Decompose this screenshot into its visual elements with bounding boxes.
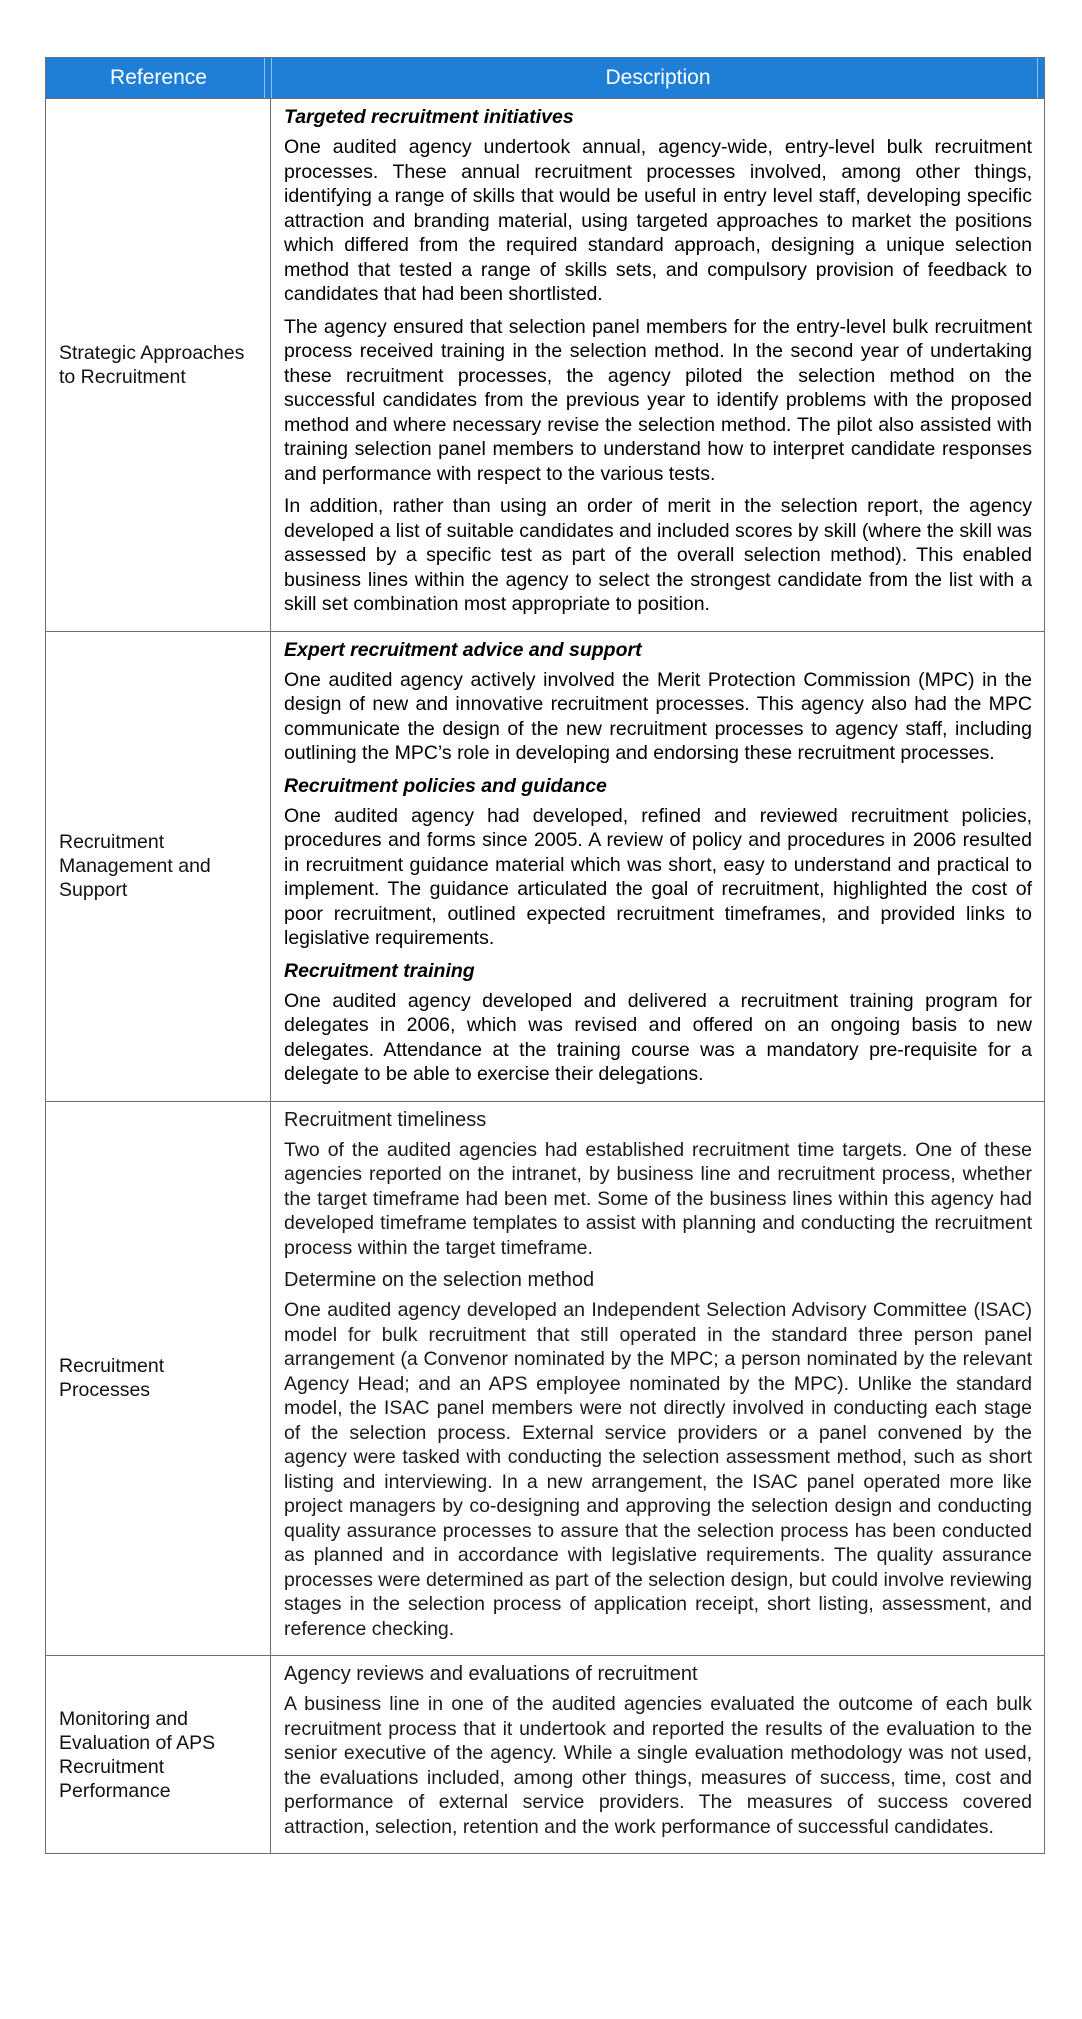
description-cell (271, 1102, 1044, 1656)
section-paragraph: One audited agency actively involved the Merit Protection Commission (MPC) in the design of new and innovative recruitment processes. This agency also had the MPC communicate the design of the new recruitment processes to agency staff, including outlining the MPC’s role in developing and endorsing these recruitment processes. (284, 668, 1032, 764)
reference-label: Strategic Approaches to Recruitment (59, 341, 245, 388)
section-heading: Recruitment training (284, 959, 475, 982)
section-paragraph: One audited agency developed an Independent Selection Advisory Committee (ISAC) model for bulk recruitment that still operated in the standard three person panel arrangement (a Convenor nominated by the MPC; a person nominated by the relevant Agency Head; and an APS employee nominated by the MPC). Unlike the standard model, the ISAC panel members were not directly involved in conducting each stage of the selection process. External service providers or a panel convened by the agency were tasked with conducting the selection assessment method, such as short listing and interviewing. In a new arrangement, the ISAC panel operated more like project managers by co-designing and approving the selection design and conducting quality assurance processes to assure that the selection process has been conducted as planned and in accordance with legislative requirements. The quality assurance processes were determined as part of the selection design, but could involve reviewing stages in the selection process of application receipt, short listing, assessment, and reference checking. (284, 1299, 1032, 1640)
section-heading: Expert recruitment advice and support (284, 638, 642, 661)
reference-cell (46, 632, 271, 1101)
reference-cell (46, 1656, 271, 1853)
section-heading: Recruitment timeliness (284, 1108, 487, 1131)
section-heading: Agency reviews and evaluations of recruitment (284, 1663, 698, 1685)
section-paragraph: Two of the audited agencies had established recruitment time targets. One of these agencies reported on the intranet, by business line and recruitment process, whether the target timeframe had been met. Some of the business lines within this agency had developed timeframe templates to assist with planning and conducting the recruitment process within the target timeframe. (284, 1138, 1032, 1259)
section-heading: Recruitment policies and guidance (284, 774, 607, 797)
section-paragraph: One audited agency had developed, refined and reviewed recruitment policies, procedures and forms since 2005. A review of policy and procedures in 2006 resulted in recruitment guidance material which was short, easy to understand and practical to implement. The guidance articulated the goal of recruitment, highlighted the cost of poor recruitment, outlined expected recruitment timeframes, and provided links to legislative requirements. (284, 804, 1032, 949)
section-heading: Targeted recruitment initiatives (284, 106, 574, 128)
section-paragraph: One audited agency undertook annual, agency-wide, entry-level bulk recruitment processes. These annual recruitment processes involved, among other things, identifying a range of skills that would be useful in entry level staff, developing specific attraction and branding material, using targeted approaches to market the positions which differed from the required standard approach, designing a unique selection method that tested a range of skills sets, and compulsory provision of feedback to candidates that had been shortlisted. (284, 136, 1032, 305)
description-cell (271, 632, 1044, 1101)
recruitment-practices-table (45, 57, 1045, 1854)
reference-cell (46, 99, 271, 631)
reference-label: Recruitment Processes (59, 1355, 165, 1402)
section-paragraph: In addition, rather than using an order of merit in the selection report, the agency developed a list of suitable candidates and included scores by skill (where the skill was assessed by a specific test as part of the overall selection method). This enabled business lines within the agency to select the strongest candidate from the list with a skill set combination most appropriate to position. (284, 495, 1032, 615)
section-paragraph: A business line in one of the audited agencies evaluated the outcome of each bulk recruitment process that it undertook and reported the results of the evaluation to the senior executive of the agency. While a single evaluation methodology was not used, the evaluations included, among other things, measures of success, time, cost and performance of external service providers. The measures of success covered attraction, selection, retention and the work performance of successful candidates. (284, 1693, 1032, 1838)
section-paragraph: One audited agency developed and delivered a recruitment training program for delegates in 2006, which was revised and offered on an ongoing basis to new delegates. Attendance at the training course was a mandatory pre-requisite for a delegate to be able to exercise their delegations. (284, 989, 1032, 1085)
reference-label: Monitoring and Evaluation of APS Recruitment Performance (59, 1707, 216, 1802)
table-row-monitoring-evaluation (46, 1656, 1044, 1853)
description-cell (271, 1656, 1044, 1853)
reference-cell (46, 1102, 271, 1656)
section-paragraph: The agency ensured that selection panel members for the entry-level bulk recruitment process received training in the selection method. In the second year of undertaking these recruitment processes, the agency piloted the selection method on the successful candidates from the previous year to identify problems with the proposed method and where necessary revise the selection method. The pilot also assisted with training selection panel members to understand how to interpret candidate responses and performance with respect to the various tests. (284, 315, 1032, 485)
table-row-recruitment-processes (46, 1102, 1044, 1657)
header-reference: Reference (46, 58, 271, 98)
reference-label: Recruitment Management and Support (59, 831, 211, 901)
description-cell (271, 99, 1044, 631)
section-heading: Determine on the selection method (284, 1269, 595, 1291)
table-header (46, 58, 1044, 99)
header-description: Description (271, 58, 1044, 98)
table-row-recruitment-management (46, 632, 1044, 1102)
table-row-strategic-approaches (46, 99, 1044, 632)
